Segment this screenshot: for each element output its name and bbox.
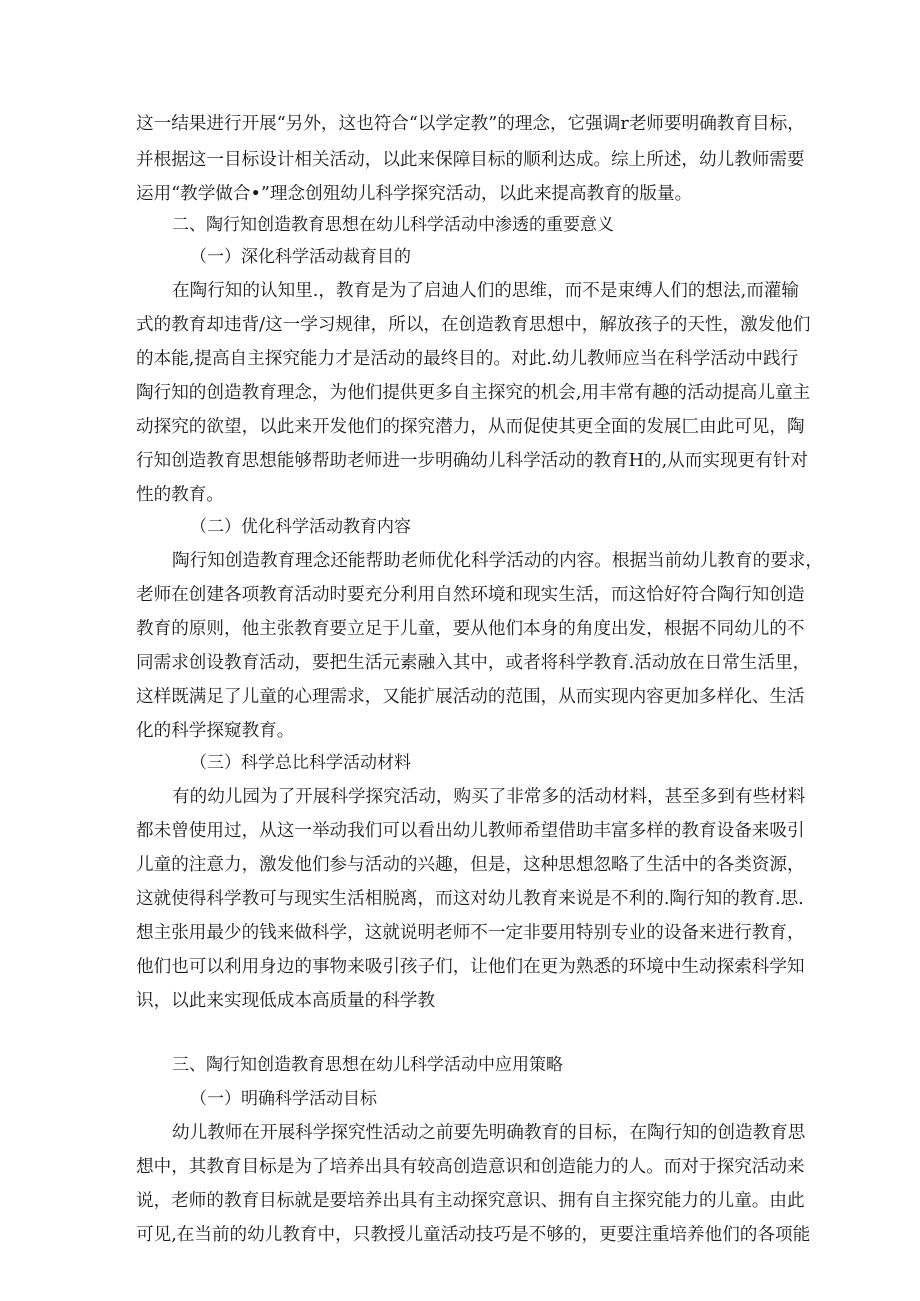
text-line: 化的科学探窥教育。 [136,721,295,741]
text-line: 可见,在当前的幼儿教育中，只教授儿童活动技巧是不够的，更要注重培养他们的各项能 [136,1225,811,1245]
text-line: 式的教育却违背/这一学习规律，所以，在创造教育思想中，解放孩子的天性，激发他们 [136,315,811,335]
section-heading: 三、陶行知创造教育思想在幼儿科学活动中应用策略 [172,1055,563,1075]
subsection-heading: （二）优化科学活动教育内容 [190,517,411,537]
text-line: 同需求创设教育活动，要把生活元素融入其中，或者将科学教育.活动放在日常生活里， [136,653,811,673]
text-line: 说，老师的教育目标就是要培养出具有主动探究意识、拥有自主探究能力的儿童。由此 [136,1191,805,1211]
text-line: 儿童的注意力，激发他们参与活动的兴趣，但是，这种思想忽略了生活中的各类资源， [136,855,805,875]
text-line: 的本能,提高自主探究能力才是活动的最终目的。对此.幼儿教师应当在科学活动中践行 [136,349,799,369]
text-line: 运用“教学做合•”理念创殂幼儿科学探究活动，以此来提高教育的版量。 [136,184,693,204]
text-line: 他们也可以利用身边的事物来吸引孩子们，让他们在更为熟悉的环境中生动探索科学知 [136,957,805,977]
text-line: 动探究的欲望，以此来开发他们的探究潜力，从而促使其更全面的发展匚由此可见，陶 [136,417,805,437]
text-line: 识，以此来实现低成本高质量的科学教 [136,991,436,1011]
text-line: 想主张用最少的钱来做科学，这就说明老师不一定非要用特别专业的设备来进行教育， [136,923,805,943]
text-line: 有的幼儿园为了开展科学探究活动，购买了非常多的活动材料，甚至多到有些材料 [172,787,806,807]
text-line: 这就使得科学教可与现实生活相脱离，而这对幼儿教育来说是不利的.陶行知的教育.思. [136,889,804,909]
subsection-heading: （一）深化科学活动裁育目的 [190,247,411,267]
text-line: 都未曾使用过，从这一举动我们可以看出幼儿教师希望借助丰富多样的教育设备来吸引 [136,821,805,841]
text-line: 陶行知的创造教育理念，为他们提供更多自主探究的机会,用丰常有趣的活动提高儿童主 [136,383,811,403]
text-line: 老师在创建各项教育活动时要充分利用自然环境和现实生活，而这恰好符合陶行知创造 [136,585,805,605]
text-line: 想中，其教育目标是为了培养出具有较高创造意识和创造能力的人。而对于探究活动来 [136,1157,805,1177]
text-line: 并根据这一目标设计相关活动，以此来保障目标的顺利达成。综上所述，幼儿教师需要 [136,150,805,170]
text-line: 行知创造教育思想能够帮助老师进一步明确幼儿科学活动的教育H的,从而实现更有针对 [136,451,808,471]
text-line: 在陶行知的认知里.，教育是为了启迪人们的思维，而不是束缚人们的想法,而灌输 [172,281,799,301]
section-heading: 二、陶行知创造教育思想在幼儿科学活动中渗透的重要意义 [172,215,614,235]
text-line: 教育的原则，他主张教育要立足于儿童，要从他们本身的角度出发，根据不同幼儿的不 [136,619,805,639]
text-line: 这一结果进行开展“另外，这也符合“以学定教”的理念，它强调r老师要明确教育目标， [136,114,805,134]
subsection-heading: （一）明确科学活动目标 [190,1089,377,1109]
text-line: 性的教育。 [136,485,224,505]
text-line: 陶行知创造教育理念还能帮助老师优化科学活动的内容。根据当前幼儿教育的要求， [172,551,823,571]
text-line: 幼儿教师在开展科学探究性活动之前要先明确教育的目标，在陶行知的创造教育思 [172,1123,806,1143]
text-line: 这样既满足了儿童的心理需求，又能扩展活动的范围，从而实现内容更加多样化、生活 [136,687,805,707]
subsection-heading: （三）科学总比科学活动材料 [190,753,411,773]
